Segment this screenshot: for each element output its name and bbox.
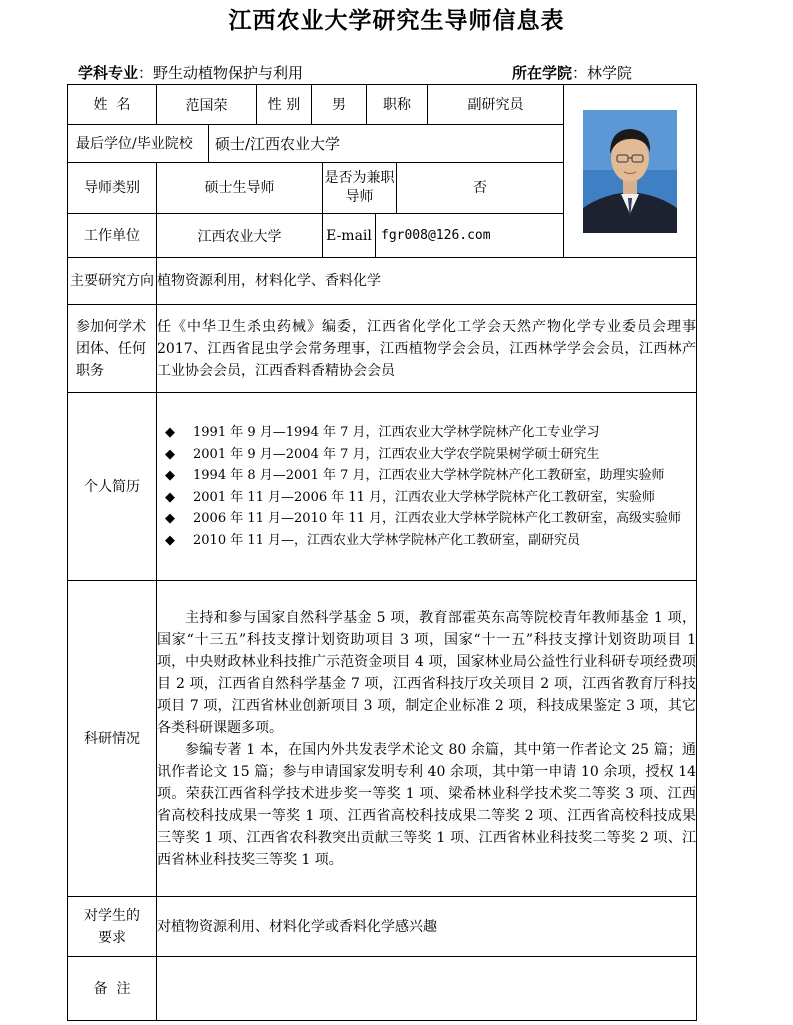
orgs-value: 任《中华卫生杀虫药械》编委，江西省化学化工学会天然产物化学专业委员会理事 2017、江西省昆虫学会常务理事，江西植物学会会员，江西林学学会会员，江西林产工业协会会员，江西香料香精协会会员	[157, 305, 697, 393]
major-label: 学科专业	[78, 64, 139, 82]
bio-list	[157, 422, 696, 551]
bullet-icon: ◆	[165, 468, 175, 483]
title-value: 副研究员	[428, 85, 564, 125]
bio-label: 个人简历	[68, 393, 157, 581]
photo-cell	[564, 85, 697, 258]
bullet-icon: ◆	[165, 489, 175, 505]
college-label: 所在学院	[512, 64, 573, 82]
supervisor-type-label: 导师类别	[68, 163, 157, 214]
name-value: 范国荣	[157, 85, 257, 125]
bio-item: ◆ 2006 年 11 月—2010 年 11 月，江西农业大学林学院林产化工教研室，高级实验师	[165, 508, 692, 530]
bullet-icon: ◆	[165, 425, 175, 440]
bio-item: ◆ 1994 年 8 月—2001 年 7 月，江西农业大学林学院林产化工教研室，助理实验师	[165, 465, 692, 487]
college-value: ：林学院	[572, 64, 633, 82]
orgs-label: 参加何学术团体、任何职务	[68, 305, 157, 393]
bio-item: ◆ 2010 年 11 月—，江西农业大学林学院林产化工教研室，副研究员	[165, 530, 692, 552]
research-paragraph-1: 主持和参与国家自然科学基金 5 项，教育部霍英东高等院校青年教师基金 1 项，国家“十三五”科技支撑计划资助项目 3 项，国家“十一五”科技支撑计划资助项目 1 项，中央财政林业科技推广示范资金项目 4 项，国家林业局公益性行业科研专项经费项目 2 项，江西省自然科学基金 7 项，江西省科技厅攻关项目 2 项，江西省教育厅科技项目 7 项，江西省林业创新项目 3 项，制定企业标准 2 项，科技成果鉴定 3 项，其它各类科研课题多项。	[157, 609, 697, 736]
supervisor-type-value: 硕士生导师	[157, 163, 323, 214]
bio-item: ◆ 2001 年 9 月—2004 年 7 月，江西农业大学农学院果树学硕士研究生	[165, 444, 692, 466]
degree-label: 最后学位/毕业院校	[68, 125, 209, 163]
gender-label: 性 别	[257, 85, 312, 125]
parttime-value: 否	[397, 163, 564, 214]
portrait-photo	[583, 110, 677, 233]
research-label: 科研情况	[68, 581, 157, 897]
requirement-label: 对学生的要求	[68, 897, 157, 957]
remarks-value	[157, 957, 697, 1021]
bullet-icon: ◆	[165, 446, 175, 462]
title-label: 职称	[367, 85, 428, 125]
requirement-value: 对植物资源利用、材料化学或香料化学感兴趣	[157, 897, 697, 957]
bio-item: ◆ 2001 年 11 月—2006 年 11 月，江西农业大学林学院林产化工教研室，实验师	[165, 487, 692, 509]
parttime-label: 是否为兼职导师	[323, 163, 397, 214]
research-direction-value: 植物资源利用，材料化学、香料化学	[157, 258, 697, 305]
gender-value: 男	[312, 85, 367, 125]
research-paragraph-2: 参编专著 1 本，在国内外共发表学术论文 80 余篇，其中第一作者论文 25 篇；通讯作者论文 15 篇；参与申请国家发明专利 40 余项，其中第一申请 10 余项，授权 14 项。荣获江西省科学技术进步奖一等奖 1 项、梁希林业科学技术奖二等奖 3 项、江西省高校科技成果一等奖 1 项、江西省高校科技成果二等奖 2 项、江西省高校科技成果三等奖 1 项、江西省农科教突出贡献三等奖 1 项、江西省林业科技奖二等奖 2 项、江西省林业科技奖三等奖 1 项。	[157, 741, 697, 868]
workplace-label: 工作单位	[68, 214, 157, 258]
major-line	[78, 62, 303, 83]
bio-cell	[157, 393, 697, 581]
page-title: 江西农业大学研究生导师信息表	[228, 7, 565, 34]
research-direction-label: 主要研究方向	[68, 258, 157, 305]
major-value: ：野生动植物保护与利用	[138, 64, 304, 82]
bio-item: ◆ 1991 年 9 月—1994 年 7 月，江西农业大学林学院林产化工专业学习	[165, 422, 692, 444]
email-label: E-mail	[323, 214, 376, 258]
college-line	[512, 62, 632, 83]
workplace-value: 江西农业大学	[157, 214, 323, 258]
bullet-icon: ◆	[165, 511, 175, 526]
degree-value: 硕士/江西农业大学	[209, 125, 564, 163]
email-value: fgr008@126.com	[376, 214, 564, 258]
bullet-icon: ◆	[165, 532, 175, 548]
remarks-label: 备 注	[68, 957, 157, 1021]
info-table	[67, 84, 697, 1021]
research-cell	[157, 581, 697, 897]
name-label: 姓 名	[68, 85, 157, 125]
